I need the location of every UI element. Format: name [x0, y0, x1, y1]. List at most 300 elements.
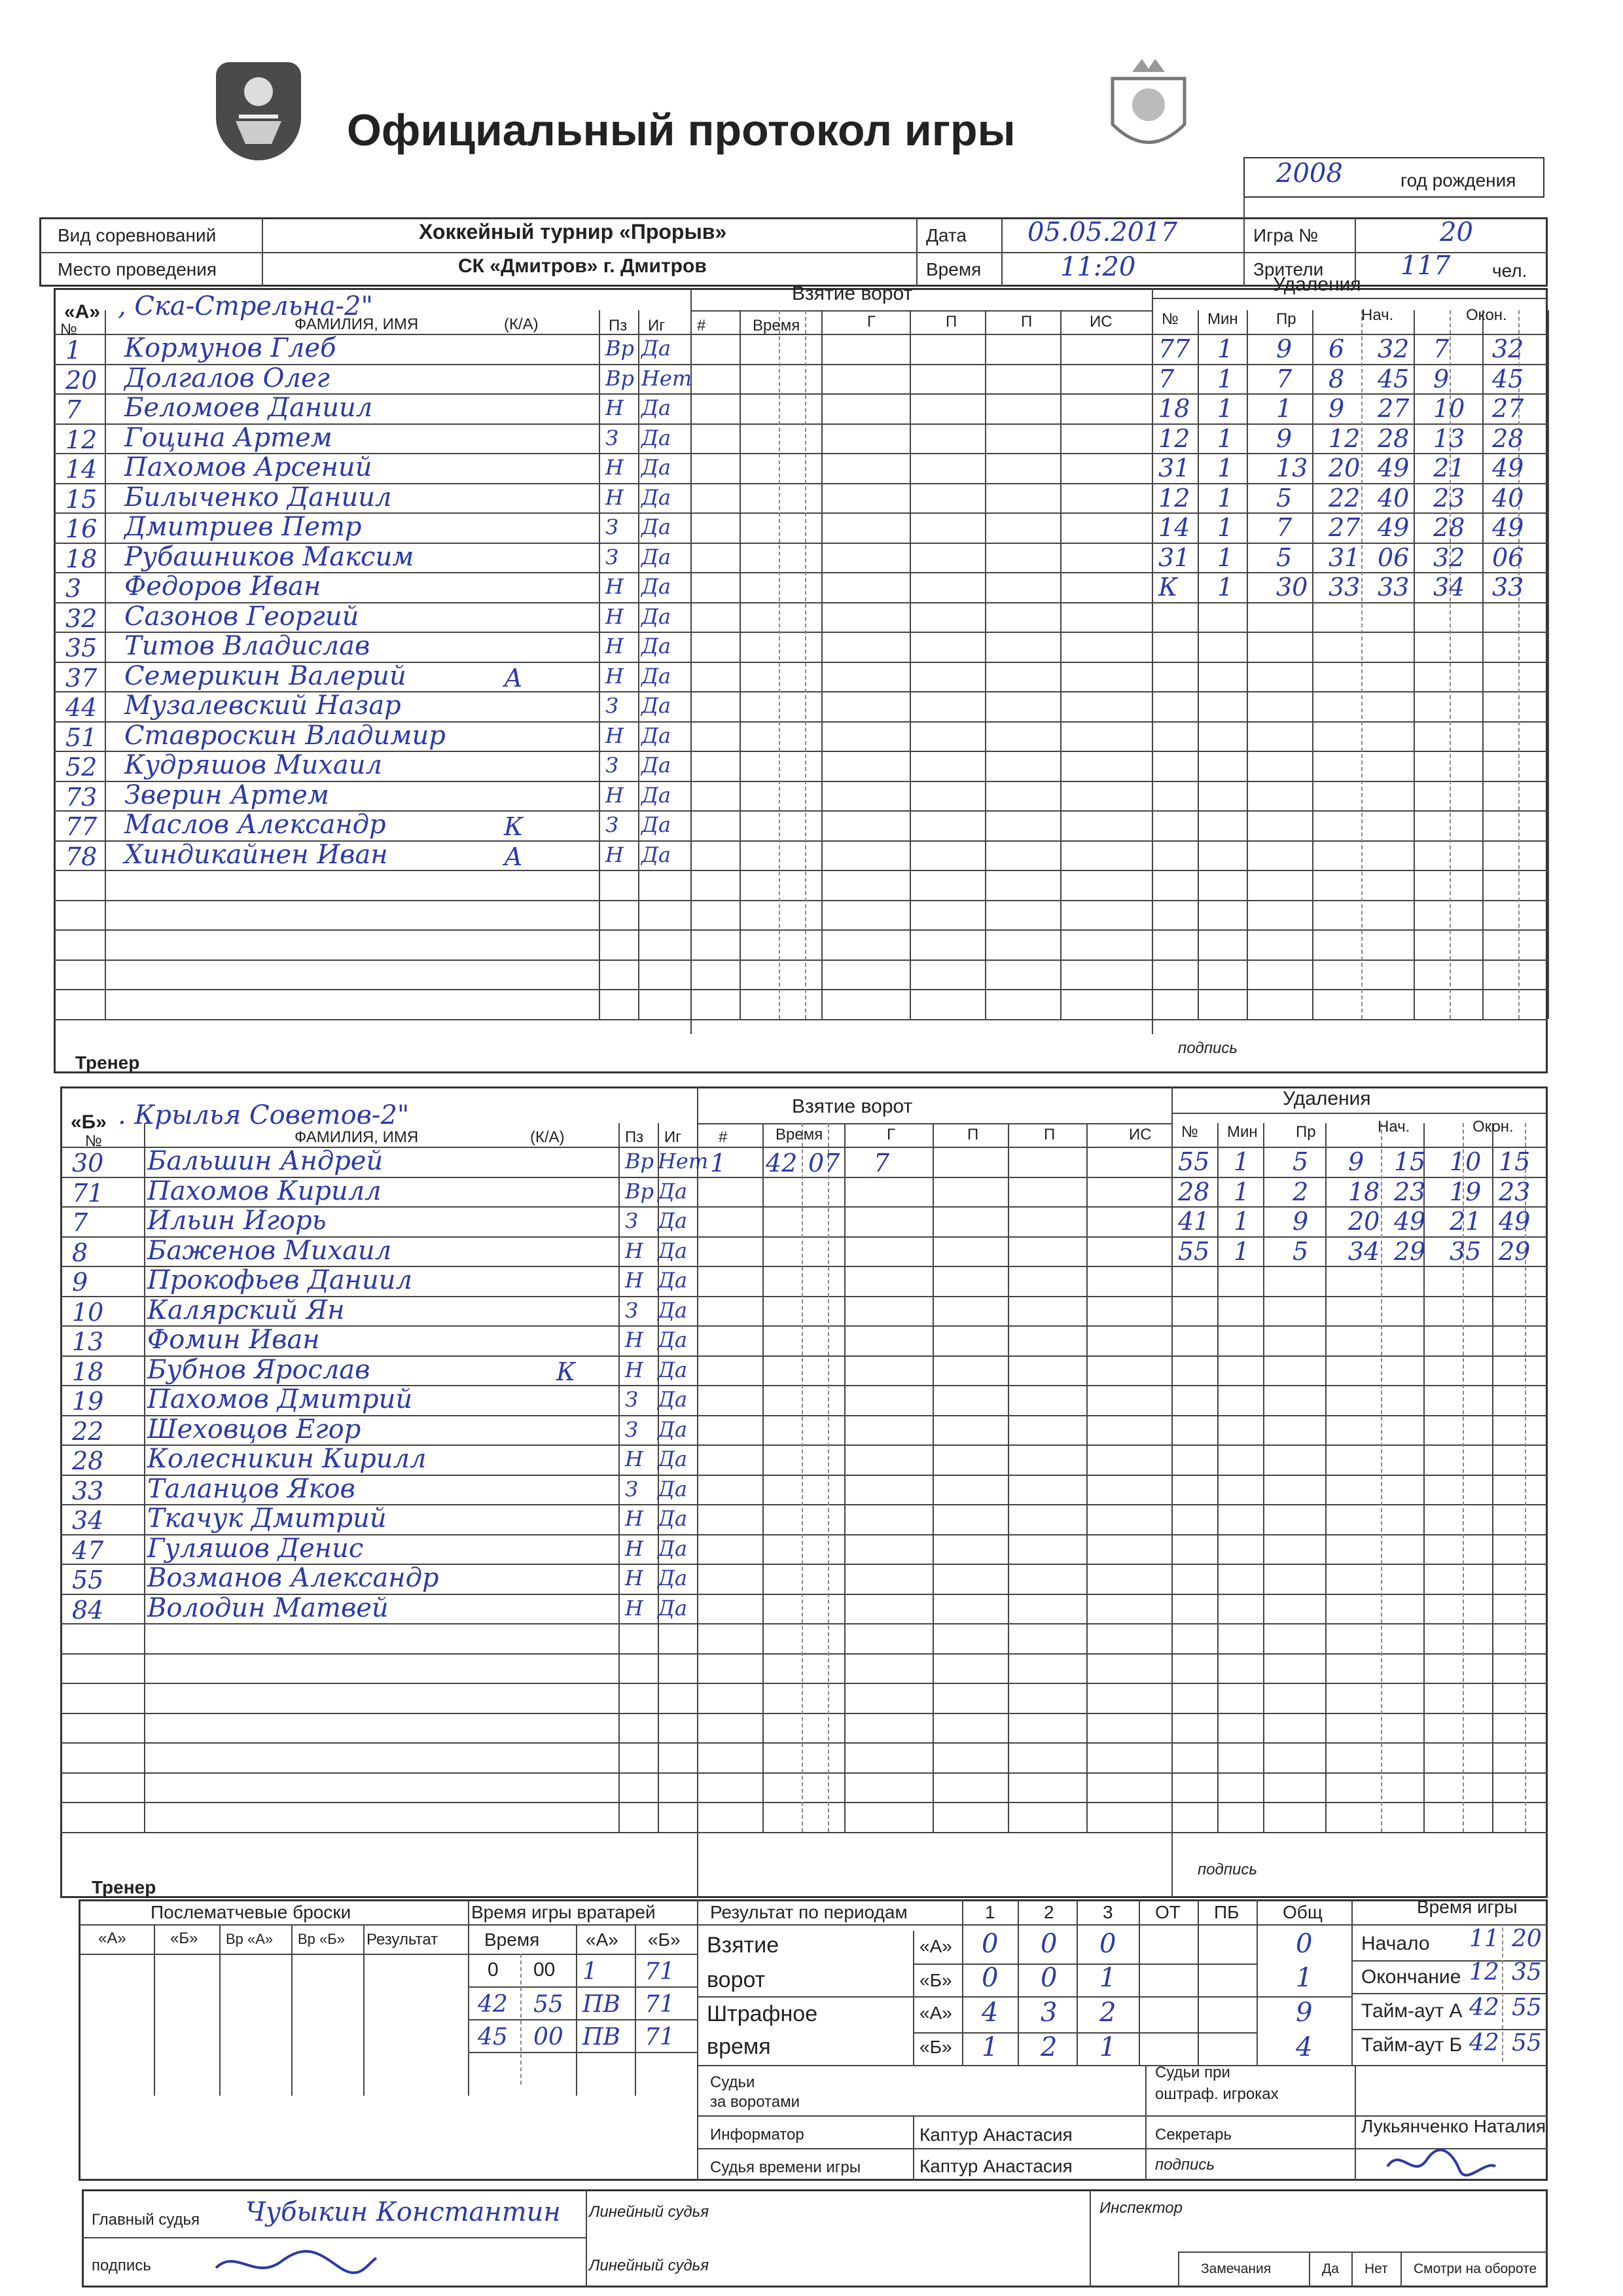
- player-position: З: [625, 1297, 638, 1323]
- competition-type-value: Хоккейный турнир «Прорыв»: [419, 220, 727, 243]
- col-line: [599, 310, 600, 1019]
- player-name: Билыченко Даниил: [124, 482, 392, 512]
- col-dash: [802, 1123, 803, 1832]
- player-played: Да: [658, 1238, 688, 1263]
- sign-label-a: подпись: [1178, 1039, 1238, 1057]
- main-referee-value: Чубыкин Константин: [245, 2197, 561, 2227]
- period-pa-tot: 9: [1296, 1998, 1313, 2028]
- period-pb-p1: 1: [982, 2032, 999, 2062]
- informer-value: Каптур Анастасия: [919, 2125, 1073, 2145]
- col-end-a: Окон.: [1466, 306, 1507, 324]
- penalty-e2: 29: [1499, 1236, 1531, 1266]
- player-number: 33: [72, 1476, 104, 1505]
- penalty-s1: 18: [1348, 1177, 1380, 1206]
- penalty-s1: 31: [1329, 543, 1361, 572]
- player-position: З: [605, 514, 618, 539]
- col-line: [105, 310, 106, 1019]
- gk-time-min: 0: [488, 1959, 499, 1981]
- penalty-pr: 9: [1293, 1207, 1309, 1236]
- penalty-s1: 8: [1329, 364, 1345, 393]
- penalty-pr: 5: [1276, 543, 1293, 572]
- player-name: Володин Матвей: [147, 1592, 389, 1623]
- player-number: 55: [72, 1566, 104, 1594]
- player-name: Фомин Иван: [147, 1325, 320, 1355]
- penalty-s1: 20: [1348, 1207, 1380, 1236]
- timeout-b-sec: 55: [1512, 2030, 1542, 2056]
- player-number: 22: [72, 1416, 104, 1446]
- player-number: 30: [72, 1149, 104, 1177]
- player-played: Да: [658, 1178, 688, 1204]
- penalty-pr: 13: [1276, 454, 1308, 482]
- col-dash: [779, 310, 780, 1019]
- col-p2-a: П: [1021, 313, 1033, 331]
- penalty-no: 7: [1158, 364, 1175, 393]
- player-ka: А: [504, 663, 523, 692]
- player-played: Да: [658, 1268, 688, 1293]
- pen-row-label-1: Штрафное: [707, 2001, 818, 2026]
- penalty-e1: 21: [1433, 454, 1465, 482]
- col-num-a: №: [60, 321, 77, 338]
- col-line: [1086, 1123, 1088, 1832]
- penalty-e2: 49: [1499, 1207, 1531, 1236]
- penalty-e1: 28: [1433, 513, 1465, 542]
- gk-b: 71: [645, 1991, 675, 2018]
- penalty-s2: 06: [1378, 543, 1410, 572]
- gk-time-sec: 00: [533, 2024, 563, 2051]
- player-number: 52: [65, 753, 98, 781]
- penalty-no: 55: [1178, 1147, 1210, 1176]
- penalty-min: 1: [1234, 1207, 1250, 1236]
- game-number-value: 20: [1440, 217, 1473, 247]
- goal-time-sec: 07: [808, 1149, 840, 1177]
- penalty-no: 31: [1158, 454, 1190, 482]
- gk-time-title: Время игры вратарей: [471, 1902, 656, 1922]
- player-name: Беломоев Даниил: [124, 393, 373, 423]
- col-dash: [1361, 310, 1363, 1019]
- player-number: 12: [65, 425, 98, 454]
- period-ga-p3: 0: [1099, 1929, 1116, 1959]
- player-name: Рубашников Максим: [124, 541, 414, 572]
- penalty-s1: 9: [1329, 394, 1345, 423]
- player-name: Колесникин Кирилл: [147, 1444, 427, 1474]
- player-number: 16: [65, 514, 98, 543]
- player-played: Нет: [641, 365, 692, 391]
- penalty-min: 1: [1217, 513, 1234, 542]
- col-p1-a: П: [946, 313, 957, 331]
- penalty-judges-label-1: Судьи при: [1155, 2064, 1230, 2081]
- penalty-e2: 15: [1499, 1147, 1531, 1176]
- player-played: Да: [658, 1357, 688, 1382]
- player-name: Сазонов Георгий: [124, 601, 359, 632]
- period-gb-p1: 0: [982, 1963, 999, 1993]
- main-referee-signature-icon: [209, 2245, 380, 2284]
- player-name: Баженов Михаил: [147, 1235, 392, 1266]
- federation-logo-icon: [216, 62, 301, 160]
- penalty-s2: 15: [1394, 1147, 1426, 1176]
- col-line: [1325, 1123, 1327, 1832]
- sign-label-b: подпись: [1198, 1861, 1257, 1878]
- penalty-s2: 49: [1378, 454, 1410, 482]
- col-played-b: Иг: [664, 1128, 682, 1146]
- col-is-b: ИС: [1129, 1126, 1152, 1143]
- player-ka: А: [504, 842, 523, 871]
- penalty-s1: 27: [1329, 513, 1361, 542]
- penalty-s1: 20: [1329, 454, 1361, 482]
- birth-year-value: 2008: [1276, 158, 1343, 188]
- game-start-label: Начало: [1361, 1933, 1430, 1954]
- player-name: Бубнов Ярослав: [147, 1354, 370, 1385]
- player-number: 71: [72, 1178, 104, 1208]
- col-line: [821, 310, 823, 1019]
- player-played: Да: [658, 1297, 688, 1323]
- col-line: [144, 1123, 145, 1832]
- penalty-e1: 10: [1450, 1147, 1482, 1176]
- player-position: З: [625, 1476, 638, 1501]
- col-pr-a: Пр: [1276, 310, 1296, 328]
- timeout-a-sec: 55: [1512, 1994, 1542, 2021]
- player-position: З: [605, 753, 618, 778]
- spectators-label: Зрители: [1253, 259, 1324, 279]
- player-name: Гуляшов Денис: [147, 1533, 364, 1564]
- player-position: Н: [605, 395, 624, 420]
- col-g-b: Г: [887, 1126, 895, 1143]
- player-number: 8: [72, 1238, 88, 1267]
- col-hash-a: #: [697, 317, 706, 334]
- penalty-e1: 9: [1433, 364, 1450, 393]
- secretary-value: Лукьянченко Наталия: [1361, 2116, 1546, 2136]
- penalty-no: 12: [1158, 483, 1190, 512]
- player-position: Н: [605, 455, 624, 480]
- period-ot-head: ОТ: [1155, 1902, 1181, 1922]
- coach-label-a: Тренер: [75, 1052, 140, 1073]
- game-end-label: Окончание: [1361, 1966, 1461, 1988]
- player-position: З: [605, 812, 618, 837]
- main-referee-label: Главный судья: [92, 2211, 200, 2229]
- penalty-e2: 45: [1492, 364, 1524, 393]
- penalty-s1: 34: [1348, 1236, 1380, 1266]
- shootout-result: Результат: [366, 1931, 438, 1948]
- player-played: Да: [658, 1416, 688, 1442]
- player-number: 84: [72, 1595, 104, 1624]
- player-name: Семерикин Валерий: [124, 660, 406, 691]
- pen-row-label-2: время: [707, 2034, 771, 2059]
- penalty-s1: 9: [1348, 1147, 1364, 1176]
- player-name: Маслов Александр: [124, 810, 386, 840]
- player-played: Да: [641, 693, 671, 718]
- player-position: Н: [625, 1506, 643, 1531]
- gk-a: 1: [582, 1958, 597, 1985]
- goals-team-a: «А»: [919, 1936, 952, 1956]
- row-line: [54, 1019, 1548, 1020]
- player-number: 73: [65, 782, 98, 812]
- goals-team-b: «Б»: [919, 1970, 952, 1990]
- player-position: З: [625, 1387, 638, 1412]
- penalty-no: 55: [1178, 1236, 1210, 1266]
- player-played: Да: [641, 455, 671, 480]
- period-total-head: Общ: [1283, 1902, 1323, 1922]
- penalty-no: 18: [1158, 394, 1190, 423]
- col-dash: [805, 310, 806, 1019]
- penalty-pr: 1: [1276, 394, 1293, 423]
- penalty-s2: 29: [1394, 1236, 1426, 1266]
- page-title: Официальный протокол игры: [347, 105, 1016, 155]
- period-ga-p1: 0: [982, 1929, 999, 1959]
- gk-time-sec: 00: [533, 1959, 556, 1981]
- player-position: З: [625, 1416, 638, 1442]
- player-name: Зверин Артем: [124, 780, 329, 810]
- col-min-a: Мин: [1207, 310, 1238, 328]
- date-value: 05.05.2017: [1027, 217, 1178, 247]
- player-played: Да: [658, 1595, 688, 1621]
- timeout-b-min: 42: [1469, 2030, 1499, 2056]
- col-line: [933, 1123, 934, 1832]
- team-a-tag: «А»: [64, 301, 101, 323]
- penalty-min: 1: [1217, 483, 1234, 512]
- timekeeper-label: Судья времени игры: [710, 2159, 861, 2176]
- player-number: 18: [72, 1357, 104, 1386]
- player-number: 19: [72, 1387, 104, 1416]
- player-position: З: [605, 544, 618, 569]
- player-played: Да: [641, 663, 671, 689]
- player-number: 47: [72, 1535, 104, 1565]
- penalty-s1: 22: [1329, 483, 1361, 512]
- player-position: Н: [605, 723, 624, 748]
- goal-judges-label-1: Судьи: [710, 2073, 755, 2091]
- goal-scorer: 7: [874, 1149, 890, 1177]
- penalty-s1: 33: [1329, 573, 1361, 601]
- penalty-pr: 5: [1293, 1147, 1309, 1176]
- player-played: Да: [641, 544, 671, 569]
- penalty-e2: 33: [1492, 573, 1524, 601]
- birth-year-label: год рождения: [1400, 170, 1516, 190]
- player-number: 13: [72, 1327, 104, 1356]
- gk-time-min: 45: [478, 2024, 508, 2051]
- period-pb-tot: 4: [1296, 2032, 1313, 2062]
- player-position: Н: [625, 1566, 643, 1590]
- row-line: [54, 960, 1548, 961]
- player-position: Н: [625, 1357, 643, 1382]
- date-label: Дата: [926, 225, 967, 245]
- competition-type-label: Вид соревнований: [58, 225, 217, 245]
- period-pa-p3: 2: [1099, 1998, 1116, 2028]
- goals-header-b: Взятие ворот: [792, 1096, 913, 1117]
- penalty-e1: 34: [1433, 573, 1465, 601]
- see-back-label: Смотри на обороте: [1414, 2261, 1537, 2276]
- gk-time-sec: 55: [533, 1991, 563, 2018]
- player-number: 37: [65, 663, 98, 692]
- row-line: [54, 900, 1548, 901]
- inspector-label: Инспектор: [1099, 2199, 1183, 2217]
- player-number: 44: [65, 693, 98, 722]
- player-name: Ильин Игорь: [147, 1206, 327, 1236]
- timeout-b-label: Тайм-аут Б: [1361, 2034, 1463, 2056]
- player-number: 32: [65, 603, 98, 633]
- player-played: Да: [641, 425, 671, 450]
- player-name: Прокофьев Даниил: [147, 1265, 412, 1295]
- player-played: Да: [658, 1535, 688, 1561]
- team-b-name: . Крылья Советов-2": [118, 1100, 410, 1130]
- game-time-title: Время игры: [1417, 1897, 1518, 1917]
- player-position: Вр: [605, 336, 634, 361]
- player-played: Да: [658, 1566, 688, 1590]
- penalty-pr: 30: [1276, 573, 1308, 601]
- player-name: Титов Владислав: [124, 631, 370, 661]
- player-played: Да: [658, 1446, 688, 1471]
- player-name: Дмитриев Петр: [124, 512, 362, 542]
- row-line: [54, 870, 1548, 871]
- player-ka: К: [504, 812, 524, 841]
- player-number: 77: [65, 812, 98, 841]
- player-position: Н: [625, 1595, 643, 1621]
- period-1-head: 1: [985, 1902, 995, 1922]
- player-played: Да: [641, 782, 671, 808]
- player-played: Да: [658, 1208, 688, 1233]
- col-line: [844, 1123, 846, 1832]
- player-played: Да: [641, 842, 671, 867]
- period-pb-head: ПБ: [1214, 1902, 1240, 1922]
- col-time-a: Время: [753, 317, 800, 334]
- penalty-e1: 10: [1433, 394, 1465, 423]
- penalty-min: 1: [1234, 1147, 1250, 1176]
- gk-a: ПВ: [582, 2024, 620, 2051]
- penalty-e1: 7: [1433, 334, 1450, 363]
- player-name: Ставроскин Владимир: [124, 720, 446, 751]
- spectators-value: 117: [1400, 251, 1451, 281]
- player-number: 10: [72, 1297, 104, 1327]
- penalty-min: 1: [1234, 1177, 1250, 1206]
- col-line: [1263, 1123, 1264, 1832]
- player-position: З: [605, 693, 618, 718]
- player-played: Да: [658, 1327, 688, 1352]
- period-gb-p2: 0: [1041, 1963, 1058, 1993]
- col-line: [1414, 310, 1415, 1019]
- goal-number: 1: [710, 1149, 726, 1177]
- player-name: Кормунов Глеб: [124, 333, 336, 363]
- col-line: [1060, 310, 1061, 1019]
- col-line: [618, 1123, 620, 1832]
- penalty-pr: 5: [1293, 1236, 1309, 1266]
- penalty-no: 41: [1178, 1207, 1210, 1236]
- col-ka-b: (К/А): [530, 1128, 565, 1146]
- player-position: З: [605, 425, 618, 450]
- time-value: 11:20: [1060, 252, 1136, 282]
- player-number: 34: [72, 1506, 104, 1535]
- shootout-title: Послематчевые броски: [151, 1902, 351, 1922]
- col-line: [1008, 1123, 1009, 1832]
- gk-a-col: «А»: [586, 1929, 618, 1950]
- player-number: 20: [65, 365, 98, 395]
- shootout-a: «А»: [98, 1929, 126, 1947]
- player-played: Да: [641, 723, 671, 748]
- penalty-e2: 06: [1492, 543, 1524, 572]
- player-number: 14: [65, 455, 98, 484]
- col-line: [762, 1123, 764, 1832]
- shootout-gk-b: Вр «Б»: [298, 1931, 345, 1947]
- col-hash-b: #: [719, 1128, 728, 1146]
- periods-title: Результат по периодам: [710, 1902, 908, 1922]
- penalty-no: 77: [1158, 334, 1190, 363]
- col-ka-a: (К/А): [504, 315, 539, 333]
- pen-team-a: «А»: [919, 2003, 952, 2023]
- penalty-no: 12: [1158, 423, 1190, 453]
- period-2-head: 2: [1044, 1902, 1054, 1922]
- player-position: Н: [625, 1327, 643, 1352]
- player-name: Долгалов Олег: [124, 363, 330, 393]
- team-b-tag: «Б»: [71, 1111, 107, 1133]
- col-line: [740, 310, 741, 1019]
- game-number-label: Игра №: [1253, 225, 1319, 245]
- player-played: Да: [641, 336, 671, 361]
- player-played: Да: [641, 514, 671, 539]
- player-position: Н: [605, 634, 624, 658]
- remarks-yes: Да: [1322, 2261, 1339, 2276]
- player-name: Кудряшов Михаил: [124, 750, 382, 780]
- penalty-e2: 23: [1499, 1177, 1531, 1206]
- timeout-a-label: Тайм-аут А: [1361, 2000, 1463, 2022]
- player-position: Н: [605, 842, 624, 867]
- penalty-min: 1: [1217, 573, 1234, 601]
- gk-a: ПВ: [582, 1991, 620, 2018]
- penalty-min: 1: [1217, 394, 1234, 423]
- player-number: 3: [65, 574, 82, 603]
- period-gb-p3: 1: [1099, 1963, 1116, 1993]
- col-pen-num-b: №: [1181, 1123, 1198, 1141]
- player-name: Ткачук Дмитрий: [147, 1503, 387, 1534]
- penalty-pr: 9: [1276, 334, 1293, 363]
- gk-b: 71: [645, 1958, 675, 1985]
- secretary-label: Секретарь: [1155, 2126, 1232, 2144]
- venue-value: СК «Дмитров» г. Дмитров: [458, 255, 707, 277]
- player-played: Да: [641, 484, 671, 510]
- penalty-min: 1: [1217, 364, 1234, 393]
- player-name: Пахомов Кирилл: [147, 1175, 382, 1206]
- penalty-s2: 45: [1378, 364, 1410, 393]
- player-name: Возманов Александр: [147, 1563, 439, 1593]
- team-a-name: , Ска-Стрельна-2": [118, 291, 373, 321]
- player-name: Гоцина Артем: [124, 422, 332, 453]
- penalty-no: 28: [1178, 1177, 1210, 1206]
- gk-b: 71: [645, 2024, 675, 2051]
- penalty-s2: 28: [1378, 423, 1410, 453]
- penalty-e2: 32: [1492, 334, 1524, 363]
- remarks-label: Замечания: [1201, 2261, 1272, 2276]
- player-position: Н: [625, 1268, 643, 1293]
- penalty-s1: 6: [1329, 334, 1345, 363]
- player-number: 51: [65, 723, 98, 752]
- player-name: Таланцов Яков: [147, 1473, 355, 1504]
- player-played: Да: [641, 574, 671, 599]
- coach-label-b: Тренер: [92, 1877, 156, 1897]
- penalties-header-a: Удаления: [1273, 274, 1361, 295]
- spectators-unit: чел.: [1492, 260, 1527, 281]
- period-3-head: 3: [1103, 1902, 1113, 1922]
- player-played: Да: [658, 1387, 688, 1412]
- penalty-e2: 27: [1492, 394, 1524, 423]
- col-line: [1217, 1123, 1219, 1832]
- penalty-no: 14: [1158, 513, 1190, 542]
- penalty-s2: 23: [1394, 1177, 1426, 1206]
- game-end-h: 12: [1469, 1959, 1499, 1986]
- player-played: Да: [641, 634, 671, 658]
- player-position: Вр: [625, 1178, 654, 1204]
- col-end-b: Окон.: [1472, 1118, 1514, 1136]
- player-position: Н: [605, 484, 624, 510]
- penalty-judges-label-2: оштраф. игроках: [1155, 2085, 1279, 2103]
- col-time-b: Время: [776, 1126, 823, 1143]
- time-label: Время: [926, 259, 982, 279]
- secretary-sign-label: подпись: [1155, 2156, 1215, 2174]
- player-position: Вр: [605, 365, 634, 391]
